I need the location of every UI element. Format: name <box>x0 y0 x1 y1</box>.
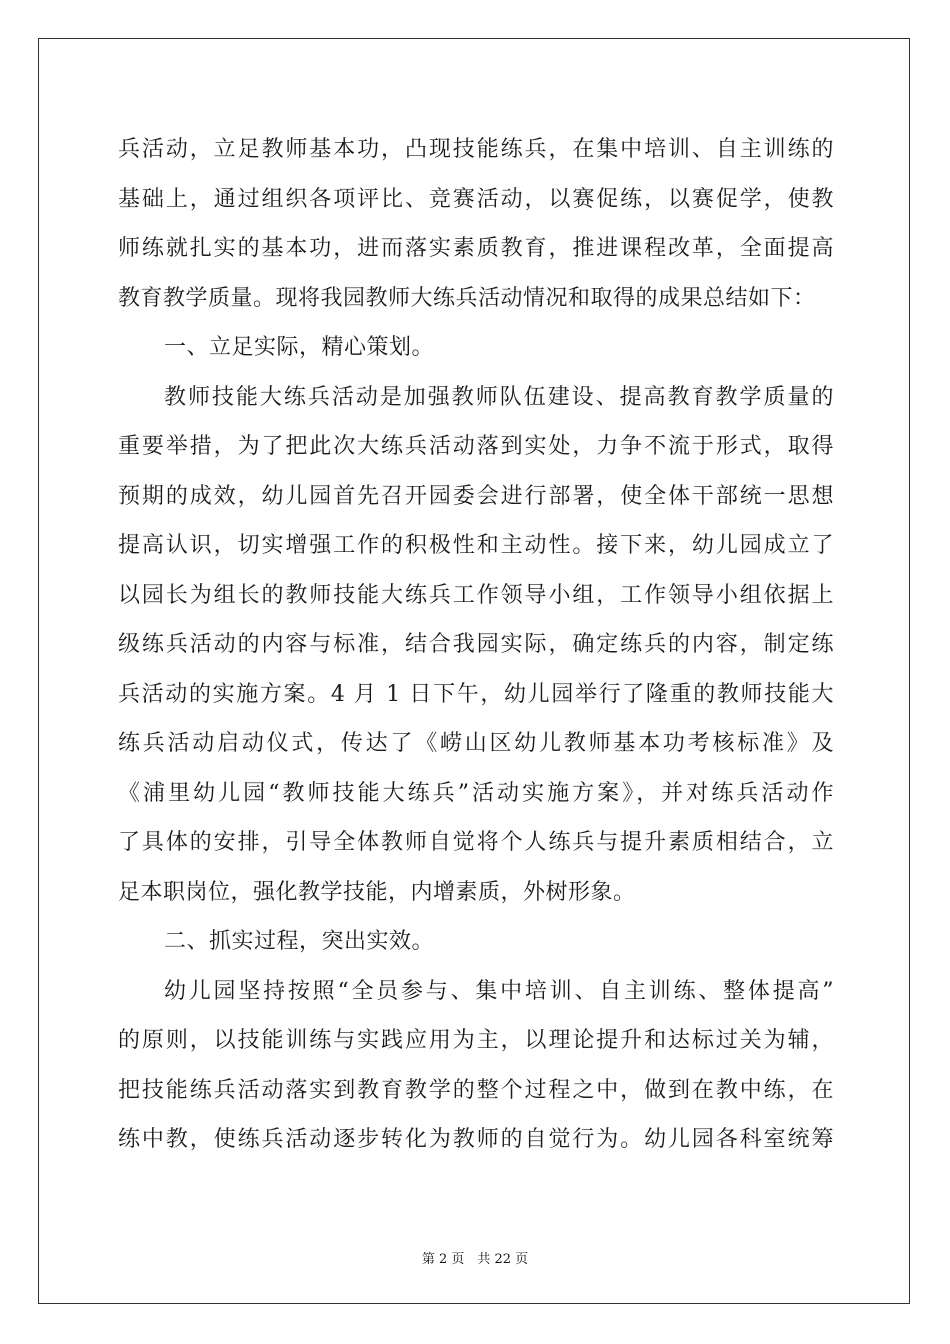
text-line: 师练就扎实的基本功，进而落实素质教育，推进课程改革，全面提高 <box>118 236 834 261</box>
text-line: 教师技能大练兵活动是加强教师队伍建设、提高教育教学质量的 <box>164 384 834 410</box>
text-line: 重要举措，为了把此次大练兵活动落到实处，力争不流于形式，取得 <box>118 434 834 459</box>
text-line: 提高认识，切实增强工作的积极性和主动性。接下来，幼儿园成立了 <box>118 533 834 558</box>
text-line: 练兵活动启动仪式，传达了《崂山区幼儿教师基本功考核标准》及 <box>118 731 834 756</box>
text-line: 兵活动的实施方案。4 月 1 日下午，幼儿园举行了隆重的教师技能大 <box>118 681 834 707</box>
text-line: 基础上，通过组织各项评比、竞赛活动，以赛促练，以赛促学，使教 <box>118 186 834 212</box>
document-body <box>118 125 834 1165</box>
text-line: 幼儿园坚持按照“全员参与、集中培训、自主训练、整体提高” <box>164 978 834 1004</box>
text-line: 一、立足实际，精心策划。 <box>164 335 435 360</box>
text-line: 以园长为组长的教师技能大练兵工作领导小组，工作领导小组依据上 <box>118 582 834 608</box>
text-line: 级练兵活动的内容与标准，结合我园实际，确定练兵的内容，制定练 <box>118 632 834 657</box>
text-line: 兵活动，立足教师基本功，凸现技能练兵，在集中培训、自主训练的 <box>118 137 834 162</box>
text-line: 了具体的安排，引导全体教师自觉将个人练兵与提升素质相结合，立 <box>118 830 834 855</box>
text-line: 把技能练兵活动落实到教育教学的整个过程之中，做到在教中练，在 <box>118 1077 834 1103</box>
text-line: 二、抓实过程，突出实效。 <box>164 929 435 954</box>
text-line: 的原则，以技能训练与实践应用为主，以理论提升和达标过关为辅， <box>118 1028 834 1053</box>
text-line: 《浦里幼儿园“教师技能大练兵”活动实施方案》，并对练兵活动作 <box>118 780 834 806</box>
text-line: 预期的成效，幼儿园首先召开园委会进行部署，使全体干部统一思想 <box>118 483 834 509</box>
text-line: 教育教学质量。现将我园教师大练兵活动情况和取得的成果总结如下： <box>118 285 816 311</box>
page-number-footer: 第 2 页 共 22 页 <box>421 1252 529 1267</box>
text-line: 练中教，使练兵活动逐步转化为教师的自觉行为。幼儿园各科室统筹 <box>118 1127 834 1152</box>
text-line: 足本职岗位，强化教学技能，内增素质，外树形象。 <box>118 879 636 905</box>
